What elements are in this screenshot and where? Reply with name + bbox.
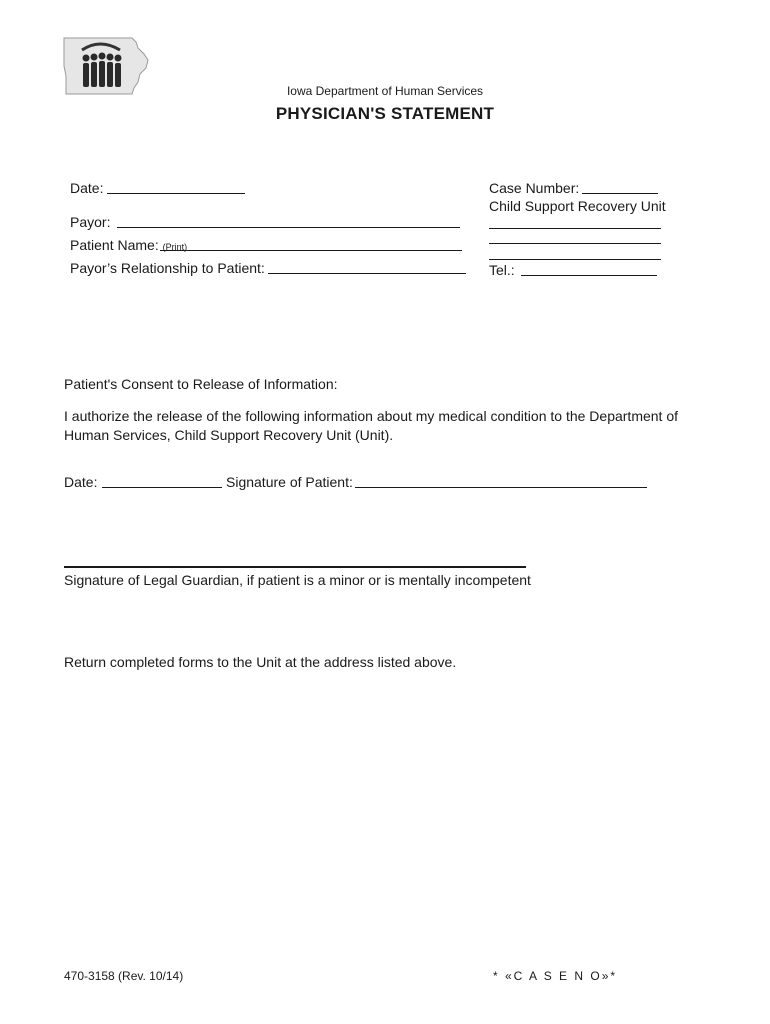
tel-field[interactable] [521, 275, 657, 276]
consent-date-field[interactable] [102, 487, 222, 488]
payor-label: Payor: [70, 214, 111, 230]
page-title: PHYSICIAN'S STATEMENT [275, 104, 495, 123]
address-line-1[interactable] [489, 228, 661, 229]
patient-name-field[interactable] [160, 250, 462, 251]
guardian-signature-field[interactable] [64, 566, 526, 568]
agency-name: Iowa Department of Human Services [286, 84, 484, 98]
return-instructions: Return completed forms to the Unit at the address listed above. [64, 654, 457, 670]
consent-date-label: Date: [64, 474, 98, 490]
form-number: 470-3158 (Rev. 10/14) [64, 969, 184, 983]
address-line-2[interactable] [489, 243, 661, 244]
unit-name: Child Support Recovery Unit [489, 198, 666, 214]
case-number-field[interactable] [582, 193, 658, 194]
patient-signature-field[interactable] [355, 487, 647, 488]
date-field[interactable] [107, 193, 245, 194]
case-number-label: Case Number: [489, 180, 580, 196]
address-line-3[interactable] [489, 259, 661, 260]
consent-paragraph: I authorize the release of the following information about my medical condition to the Department of Human Services, Child Support Recovery Unit (Unit). [64, 408, 679, 443]
date-label: Date: [70, 180, 104, 196]
consent-heading: Patient's Consent to Release of Information: [64, 376, 338, 392]
relationship-label: Payor’s Relationship to Patient: [70, 260, 265, 276]
patient-name-label-text: Patient Name: [70, 237, 159, 253]
payor-field[interactable] [117, 227, 460, 228]
case-number-merge-field: * «C A S E N O»* [493, 969, 618, 983]
tel-label: Tel.: [489, 262, 515, 278]
print-hint: (Print) [162, 242, 188, 252]
guardian-signature-label: Signature of Legal Guardian, if patient is a minor or is mentally incompetent [64, 572, 531, 588]
relationship-field[interactable] [268, 273, 466, 274]
patient-signature-label: Signature of Patient: [226, 474, 353, 490]
